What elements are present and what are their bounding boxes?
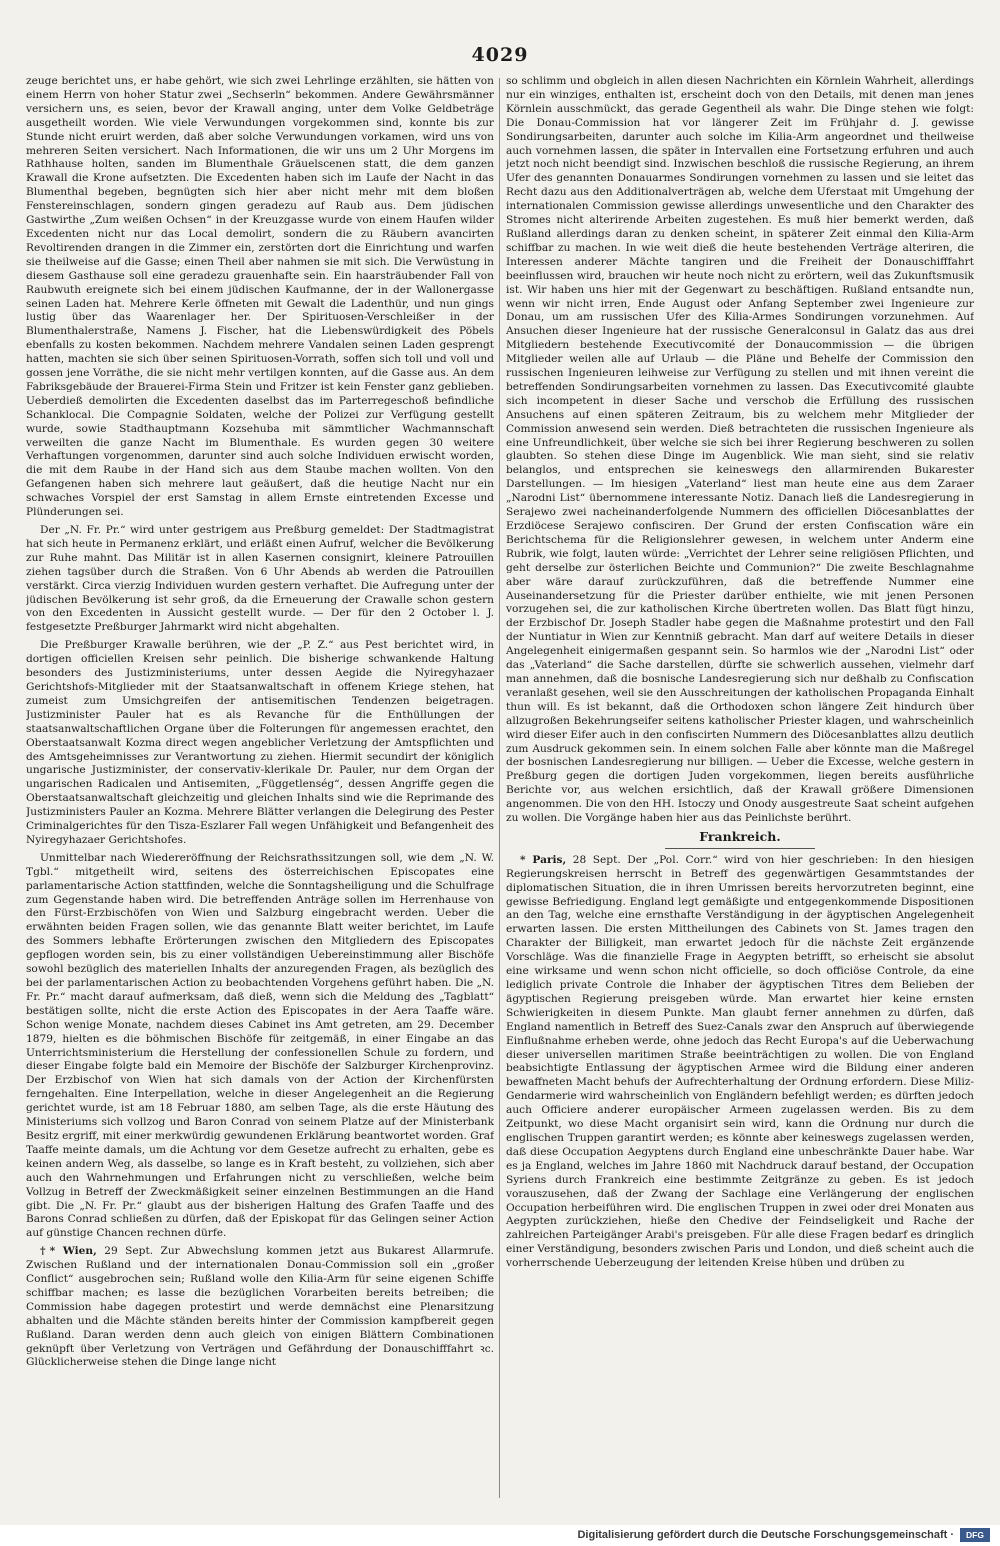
column-divider bbox=[499, 78, 500, 1498]
page-number: 4029 bbox=[471, 44, 529, 66]
right-column bbox=[506, 75, 974, 1500]
article-paragraph: Unmittelbar nach Wiedereröffnung der Reichsrathssitzungen soll, wie dem „N. W. Tgbl.“ mitgetheilt wird, seitens des österreichischen Episcopates eine parlamentarische Action stattfinden, welche die Sonntagsheiligung und die Schulfrage zum Gegenstande haben wird. Die betreffenden Anträge sollen im Herrenhause von den Fürst-Erzbischöfen von Wien und Salzburg eingebracht werden. Ueber die erwähnten beiden Fragen sollen, wie das genannte Blatt weiter berichtet, im Laufe des Sommers lebhafte Erörterungen zwischen den Mitgliedern des Episcopates gepflogen worden sein, bis zu einer vollständigen Uebereinstimmung aller Bischöfe sowohl bezüglich des materiellen Inhalts der anzuregenden Fragen, als bezüglich des bei der parlamentarischen Action zu beobachtenden Vorgehens geführt haben. Die „N. Fr. Pr.“ macht darauf aufmerksam, daß dieß, wenn sich die Meldung des „Tagblatt“ bestätigen sollte, nicht die erste Action des Episcopates in der Aera Taaffe wäre. Schon wenige Monate, nachdem dieses Cabinet ins Amt getreten, am 29. December 1879, hielten es die böhmischen Bischöfe für zeitgemäß, in einer Eingabe an das Unterrichtsministerium die Herstellung der confessionellen Schule zu fordern, und dieser Eingabe folgte bald ein Memoire der Bischöfe der Salzburger Kirchenprovinz. Der Erzbischof von Wien hat sich damals von der Action der Kirchenfürsten ferngehalten. Eine Interpellation, welche in dieser Angelegenheit an die Regierung gerichtet wurde, ist am 18 Februar 1880, am selben Tage, als die erste Häutung des Ministeriums sich vollzog und Baron Conrad von seinem Platze auf der Ministerbank Besitz ergriff, mit einer merkwürdig gewundenen Erklärung beantwortet worden. Graf Taaffe meinte damals, um die Achtung vor dem Gesetze aufrecht zu erhalten, gebe es keinen andern Weg, als dasselbe, so lange es in Kraft besteht, zu vollziehen, sich aber auch den Wahrnehmungen und Erfahrungen nicht zu verschließen, welche beim Vollzug in Betreff der Zweckmäßigkeit seiner einzelnen Bestimmungen an die Hand gibt. Die „N. Fr. Pr.“ glaubt aus der bisherigen Haltung des Grafen Taaffe und des Barons Conrad schließen zu dürfen, daß der Episkopat für das Gelingen seiner Action auf günstige Chancen rechnen dürfe. bbox=[26, 851, 494, 1240]
funding-notice: Digitalisierung gefördert durch die Deutsche Forschungsgemeinschaft · bbox=[577, 1529, 954, 1541]
left-column bbox=[26, 75, 494, 1500]
dispatch-text: 28 Sept. Der „Pol. Corr.“ wird von hier geschrieben: In den hiesigen Regierungskreisen herrscht in Betreff des gegenwärtigen Gesammtstandes der diplomatischen Situation, die in ihren Umrissen bereits hervorzutreten beginnt, eine gewisse Befriedigung. England legt gemäßigte und entgegenkommende Dispositionen an den Tag, welche eine ernsthafte Verständigung in der ägyptischen Angelegenheit erwarten lassen. Die ersten Mittheilungen des Cabinets von St. James tragen den Charakter der Billigkeit, man erwartet jedoch für die nächste Zeit ergänzende Vorschläge. Was die finanzielle Frage in Aegypten betrifft, so erheischt sie absolut eine wirksame und wenn schon nicht officielle, so doch officiöse Controle, da eine lediglich private Controle die Inhaber der ägyptischen Titres dem Belieben der ägyptischen Regierung preisgeben würde. Man erwartet hier keine ernsten Schwierigkeiten in diesem Punkte. Man glaubt ferner annehmen zu dürfen, daß England namentlich in Betreff des Suez-Canals zwar den Anspruch auf überwiegende Einflußnahme erheben werde, ohne jedoch das Recht Europa's auf die Ueberwachung dieser universellen maritimen Straße beeinträchtigen zu wollen. Die von England beabsichtigte Entlassung der ägyptischen Armee wird die Bildung einer anderen bewaffneten Macht behufs der Aufrechterhaltung der Ordnung erfordern. Diese Miliz-Gendarmerie wird wahrscheinlich von Engländern befehligt werden; es dürften jedoch auch Officiere anderer europäischer Armeen zugelassen werden. Bis zu dem Zeitpunkt, wo diese Macht organisirt sein wird, kann die Ordnung nur durch die englischen Truppen garantirt werden; es könnte aber keineswegs zugelassen werden, daß diese Occupation Aegyptens durch England eine unbeschränkte Dauer habe. War es ja England, welches im Jahre 1860 mit Nachdruck darauf bestand, der Occupation Syriens durch Frankreich eine bestimmte Zeitgränze zu geben. Es ist jedoch vorauszusehen, daß der Zwang der Sachlage eine Verlängerung der englischen Occupation herbeiführen wird. Die englischen Truppen in zwei oder drei Monaten aus Aegypten zurückziehen, hieße den Chedive der Feindseligkeit und Rache der zahlreichen Parteigänger Arabi's preisgeben. Für alle diese Fragen bedarf es dringlich einer Verständigung, besonders zwischen Paris und London, und dieß scheint auch die vorherrschende Ueberzeugung der leitenden Kreise hüben und drüben zu bbox=[506, 853, 974, 1270]
dispatch-text: 29 Sept. Zur Abwechslung kommen jetzt aus Bukarest Allarmrufe. Zwischen Rußland und der internationalen Donau-Commission soll ein „großer Conflict“ ausgebrochen sein; Rußland wolle den Kilia-Arm für seine eigenen Schiffe schiffbar machen; es lasse die bezüglichen Vorarbeiten bereits betreiben; die Commission habe dagegen protestirt und werde demnächst eine Plenarsitzung abhalten und die Mächte ständen bereits hinter der Commission kampfbereit gegen Rußland. Daran werden denn auch gleich von einigen Blättern Combinationen geknüpft über Verletzung von Verträgen und Gefährdung der Donauschifffahrt ꝛc. Glücklicherweise stehen die Dinge lange nicht bbox=[26, 1245, 494, 1369]
article-paragraph: Die Preßburger Krawalle berühren, wie der „P. Z.“ aus Pest berichtet wird, in dortigen officiellen Kreisen sehr peinlich. Die bisherige schwankende Haltung besonders des Justizministeriums, unter dessen Aegide die Nyiregyhazaer Gerichtshofs-Mitglieder mit der Staatsanwaltschaft in offenem Kriege stehen, hat zumeist zum Umsichgreifen der antisemitischen Tendenzen beigetragen. Justizminister Pauler hat es als Revanche für die Enthüllungen der staatsanwaltschaftlichen Organe über die Folterungen für angemessen erachtet, den Oberstaatsanwalt Kozma direct wegen angeblicher Verletzung der Amtspflichten und des Amtsgeheimnisses zur Verantwortung zu ziehen. Hiermit secundirt der königlich ungarische Justizminister, der conservativ-klerikale Dr. Pauler, nur dem Organ der ungarischen Radicalen und Antisemiten, „Függetlenség“, dessen Angriffe gegen die Oberstaatsanwaltschaft gleichzeitig und gleichen Inhalts sind wie die Reprimande des Justizministers Pauler an Kozma. Mehrere Blätter verlangen die Delegirung des Pester Criminalgerichtes für den Tisza-Eszlarer Fall wegen Unfähigkeit und Befangenheit des Nyiregyhazaer Gerichtshofes. bbox=[26, 639, 494, 846]
article-paragraph: Der „N. Fr. Pr.“ wird unter gestrigem aus Preßburg gemeldet: Der Stadtmagistrat hat sich heute in Permanenz erklärt, und erläßt einen Aufruf, welcher die Bevölkerung zur Ruhe mahnt. Das Militär ist in allen Kasernen consignirt, kleinere Patrouillen ziehen tagsüber durch die Straßen. Von 6 Uhr Abends ab werden die Patrouillen verstärkt. Circa vierzig Individuen wurden gestern verhaftet. Die Aufregung unter der jüdischen Bevölkerung ist sehr groß, da die Erneuerung der Crawalle schon gestern von den Excedenten in Aussicht gestellt wurde. — Der für den 2 October l. J. festgesetzte Preßburger Jahrmarkt wird nicht abgehalten. bbox=[26, 524, 494, 634]
dateline: †* Wien, bbox=[40, 1245, 97, 1258]
dispatch-paragraph bbox=[506, 854, 974, 1271]
heading-rule bbox=[665, 848, 815, 849]
article-paragraph: so schlimm und obgleich in allen diesen Nachrichten ein Körnlein Wahrheit, allerdings nur ein winziges, enthalten ist, erscheint doch von den Details, mit denen man jenes Körnlein ausschmückt, das gerade Gegentheil als wahr. Die Dinge stehen wie folgt: Die Donau-Commission hat vor längerer Zeit im Frühjahr d. J. gewisse Sondirungsarbeiten, darunter auch solche im Kilia-Arm angeordnet und theilweise auch vornehmen lassen, die später in Intervallen eine Fortsetzung erfuhren und auch jetzt noch nicht beendigt sind. Inzwischen beschloß die russische Regierung, an ihrem Ufer des genannten Donauarmes Sondirungen vornehmen zu lassen und sie leitet das Recht dazu aus den Additionalverträgen ab, welche dem Uferstaat mit Umgehung der internationalen Commission gewisse allerdings unwesentliche und den Charakter des Stromes nicht alterirende Arbeiten zugestehen. Es muß hier bemerkt werden, daß Rußland allerdings daran zu denken scheint, in späterer Zeit einmal den Kilia-Arm schiffbar zu machen. In wie weit dieß die heute bestehenden Verträge alteriren, die Interessen anderer Mächte tangiren und die Freiheit der Donauschifffahrt beeinflussen wird, brauchen wir heute noch nicht zu erörtern, weil das Zukunftsmusik ist. Wir haben uns hier mit der Gegenwart zu beschäftigen. Rußland entsandte nun, wenn wir nicht irren, Ende August oder Anfang September zwei Ingenieure zur Donau, um am russischen Ufer des Kilia-Armes Sondirungen vorzunehmen. Auf Ansuchen dieser Ingenieure hat der russische Generalconsul in Galatz das aus drei Mitgliedern bestehende Executivcomité der Donaucommission — die übrigen Mitglieder weilen alle auf Urlaub — die Pläne und Behelfe der Commission den russischen Ingenieuren leihweise zur Verfügung zu stellen und mit ihnen vereint die betreffenden Sondirungsarbeiten vornehmen zu lassen. Das Executivcomité glaubte sich incompetent in dieser Sache und verschob die Erfüllung des russischen Ansuchens auf einen späteren Zeitraum, bis zu welchem mehr Mitglieder der Commission anwesend sein werden. Dieß betrachteten die russischen Ingenieure als eine Unfreundlichkeit, über welche sie sich bei ihrer Regierung beschweren zu sollen glaubten. So stehen diese Dinge im Augenblick. Wie man sieht, sind sie relativ belanglos, und entsprechen sie keineswegs den allarmirenden Bukarester Darstellungen. — Im hiesigen „Vaterland“ liest man heute eine aus dem Zaraer „Narodni List“ übernommene interessante Notiz. Danach ließ die Landesregierung in Serajewo zwei nacheinanderfolgende Nummern des officiellen Diöcesanblattes der Erzdiöcese Serajewo confisciren. Der Grund der ersten Confiscation wäre ein Berichtschema für die Religionslehrer gewesen, in welchem unter Anderm eine Rubrik, wie folgt, lauten würde: „Verrichtet der Lehrer seine religiösen Pflichten, und geht derselbe zur österlichen Beichte und Communion?“ Die zweite Beschlagnahme aber wäre darauf zurückzuführen, daß die betreffende Nummer eine Auseinandersetzung für die Priester darüber enthielte, wie mit jenen Personen vorzugehen sei, die zur katholischen Kirche übertreten wollen. Das Blatt fügt hinzu, der Erzbischof Dr. Joseph Stadler habe gegen die Maßnahme protestirt und den Fall der Nuntiatur in Wien zur Kenntniß gebracht. Man darf auf weitere Details in dieser Angelegenheit einigermaßen gespannt sein. So harmlos wie der „Narodni List“ oder das „Vaterland“ die Sache darstellen, dürfte sie schwerlich aussehen, vielmehr darf man annehmen, daß die bosnische Landesregierung sich nur deßhalb zu Confiscation veranlaßt gesehen, weil sie den Ausschreitungen der katholischen Propaganda Einhalt thun will. Es ist bekannt, daß die Orthodoxen schon längere Zeit hindurch über allzugroßen Bekehrungseifer seitens katholischer Priester klagen, und wahrscheinlich wird dieser Eifer auch in den confiscirten Nummern des Diöcesanblattes allzu deutlich zum Ausdruck gekommen sein. In einem solchen Falle aber könnte man die Maßregel der bosnischen Landesregierung nur billigen. — Ueber die Excesse, welche gestern in Preßburg gegen die dortigen Juden vorgekommen, liegen bereits ausführliche Berichte vor, aus welchen ersichtlich, daß der Krawall größere Dimensionen angenommen. Die von den HH. Istoczy und Onody ausgestreute Saat scheint aufgehen zu wollen. Die Vorgänge haben hier aus das Peinlichste berührt. bbox=[506, 75, 974, 825]
dateline: * Paris, bbox=[520, 853, 567, 866]
article-paragraph: zeuge berichtet uns, er habe gehört, wie sich zwei Lehrlinge erzählten, sie hätten von einem Herrn von hoher Statur zwei „Sechserln“ bekommen. Andere Gewährsmänner versichern uns, es seien, bevor der Krawall anging, unter dem Volke Geldbeträge ausgetheilt worden. Wie viele Verwundungen vorgekommen sind, konnte bis zur Stunde nicht eruirt werden, daß aber solche Verwundungen vorkamen, wird uns von mehreren Seiten versichert. Nach Informationen, die wir uns um 2 Uhr Morgens im Rathhause holten, sanden im Blumenthale Gräuelscenen statt, die dem ganzen Krawall die Krone aufsetzten. Die Excedenten haben sich im Laufe der Nacht in das Blumenthal begeben, begnügten sich hier aber nicht mehr mit dem bloßen Fenstereinschlagen, sondern gingen geradezu auf Raub aus. Dem jüdischen Gastwirthe „Zum weißen Ochsen“ in der Kreuzgasse wurde von einem Haufen wilder Excedenten nicht nur das Local demolirt, sondern die zu Räubern avancirten Revoltirenden drangen in die Zimmer ein, zerstörten dort die Einrichtung und warfen sie theilweise auf die Gasse; einen Theil aber nahmen sie mit sich. Die Verwüstung in diesem Gasthause soll eine geradezu grauenhafte sein. Ein haarsträubender Fall von Raubwuth ereignete sich bei einem jüdischen Kaufmanne, der in der Wallonergasse seinen Laden hat. Mehrere Kerle öffneten mit Gewalt die Ladenthür, und nun gings lustig über das Waarenlager her. Der Spirituosen-Verschleißer in der Blumenthalerstraße, Namens J. Fischer, hat die Liebenswürdigkeit des Pöbels ebenfalls zu kosten bekommen. Nachdem mehrere Vandalen seinen Laden gesprengt hatten, machten sie sich über seinen Spirituosen-Vorrath, soffen sich toll und voll und gossen jene Vorräthe, die sie nicht mehr vertilgen konnten, auf die Gasse aus. An dem Fabriksgebäude der Brauerei-Firma Stein und Fritzer ist kein Fenster ganz geblieben. Ueberdieß demolirten die Excedenten daselbst das im Parterregeschoß befindliche Schanklocal. Die Compagnie Soldaten, welche der Polizei zur Verfügung gestellt wurde, sowie Stadthauptmann Kozsehuba mit sämmtlicher Wachmannschaft verweilten die ganze Nacht im Blumenthale. Es wurden gegen 30 weitere Verhaftungen vorgenommen, darunter sind auch solche Individuen erwischt worden, die mit dem Raube in der Hand sich aus dem Staube machen wollten. Von den Gefangenen haben sich mehrere laut geäußert, daß die heutige Nacht nur ein schwaches Vorspiel der erst Samstag in allem Ernste eintretenden Excesse und Plünderungen sei. bbox=[26, 75, 494, 519]
section-heading: Frankreich. bbox=[699, 828, 781, 844]
dfg-logo: DFG bbox=[960, 1528, 990, 1542]
dispatch-paragraph bbox=[26, 1245, 494, 1370]
